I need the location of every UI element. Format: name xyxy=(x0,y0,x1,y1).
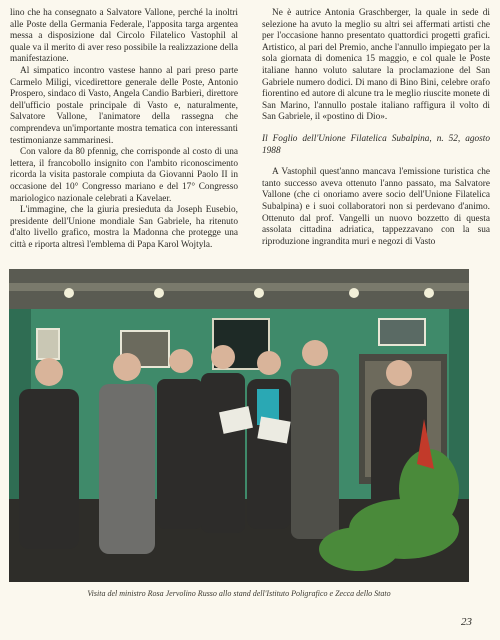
source-citation: Il Foglio dell'Unione Filatelica Subalpina, n. 52, agosto 1988 xyxy=(262,133,490,156)
paragraph: L'immagine, che la giuria presieduta da Joseph Eusebio, presidente dell'Unione mondiale San Gabriele, ha ritenuto d'alto livello grafico, mostra la Madonna che protegge una città e riporta altresì l'emblema di Papa Karol Wojtyla. xyxy=(10,205,238,250)
photograph xyxy=(9,269,469,582)
paragraph: Con valore da 80 pfennig, che corrisponde al costo di una lettera, il francobollo insignito con l'ambito riconoscimento ricorda la visita pastorale compiuta da Giovanni Paolo II in occasione del 10° Congresso mariano e del 17° Congresso mariologico nazionale celebrati a Kavelaer. xyxy=(10,147,238,204)
paragraph: Ne è autrice Antonia Graschberger, la quale in sede di selezione ha avuto la meglio su altri sei affermati artisti che per l'occasione hanno presentato quattordici progetti grafici. Artistico, al pari del Premio, anche l'annullo impiegato per la sola giornata di domenica 15 maggio, e col quale le Poste italiane hanno voluto salutare la proclamazione del San Gabriele numero dodici. Di mano di Bino Bini, celebre orafo fiorentino ed autore di alcune tra le meglio riuscite monete di San Marino, l'annullo postale italiano raffigura il volto di San Gabriele, il «postino di Dio». xyxy=(262,8,490,123)
left-text-column xyxy=(10,8,238,251)
photo-illustration xyxy=(9,269,469,582)
paragraph: Al simpatico incontro vastese hanno al pari preso parte Carmelo Miligi, vicedirettore generale delle Poste, Antonio Prospero, sindaco di Vasto, Angela Candio Barbierì, direttore dell'ufficio postale principale di Vasto e, naturalmente, Salvatore Vallone, l'animatore della rassegna che comprendeva un'importante mostra tematica con interessanti testimonianze sammarinesi. xyxy=(10,65,238,146)
page-number: 23 xyxy=(461,616,472,628)
right-text-column xyxy=(262,8,490,248)
paragraph: A Vastophil quest'anno mancava l'emissione turistica che tanto successo aveva ottenuto l'anno passato, ma Salvatore Vallone (che ci onoriamo avere socio dell'Unione Filatelica Subalpina) e i suoi collaboratori non si perdevano d'animo. Ottenuto dal prof. Vangelli un nuovo bozzetto di questa assolata cittadina adriatica, tappezzavano con la sua riproduzione ingrandita muri e negozi di Vasto xyxy=(262,167,490,247)
paragraph: lino che ha consegnato a Salvatore Vallone, perché la inoltri alle Poste della Germania Federale, l'apposita targa argentea messa a disposizione dal Circolo Filatelico Vastophil al quale va il merito di aver reso possibile la realizzazione della manifestazione. xyxy=(10,8,238,65)
photo-caption: Visita del ministro Rosa Jervolino Russo allo stand dell'Istituto Poligrafico e Zecca dello Stato xyxy=(87,589,391,598)
